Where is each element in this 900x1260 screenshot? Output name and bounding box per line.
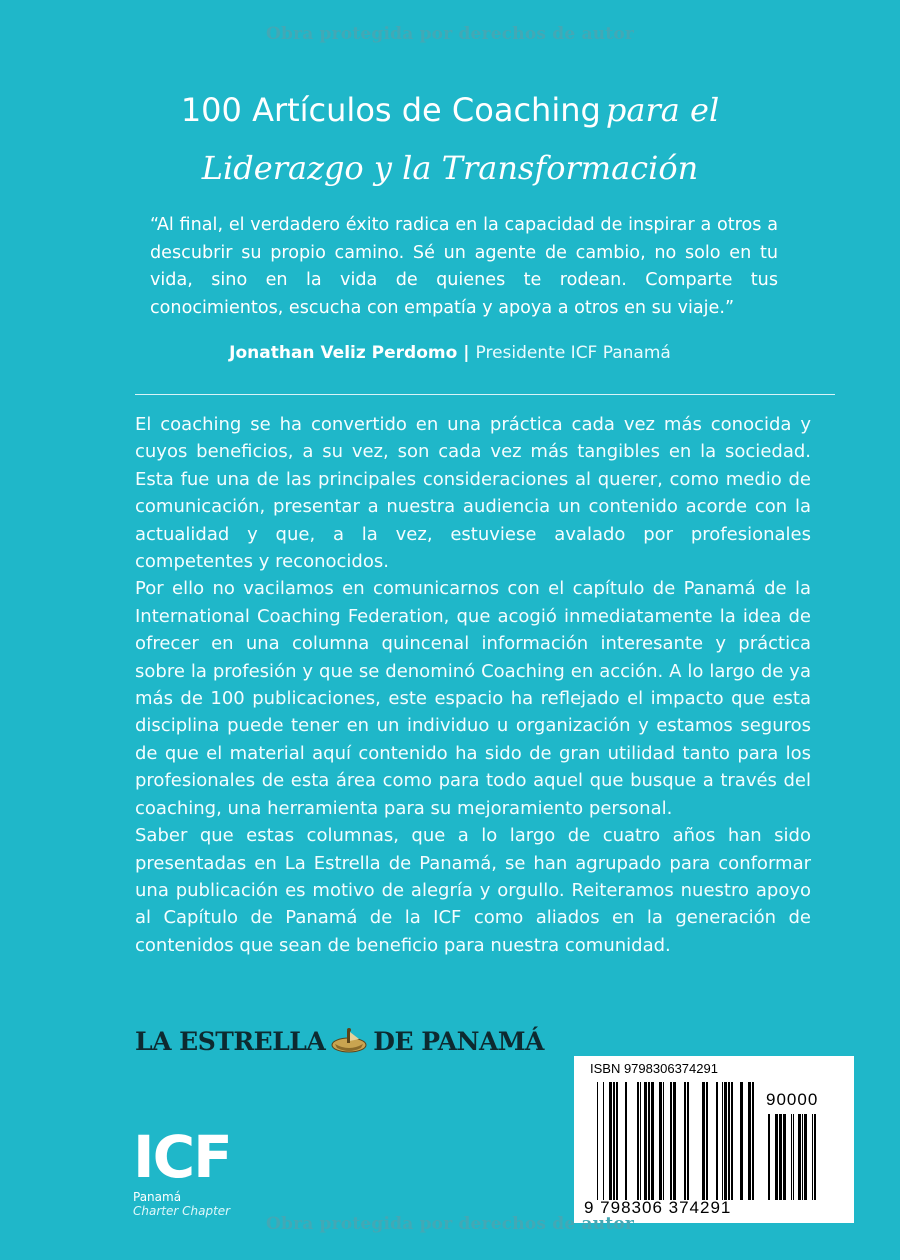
ship-emblem-icon (329, 1026, 369, 1056)
la-estrella-logo (135, 1024, 544, 1058)
quote-author-role: Presidente ICF Panamá (475, 343, 671, 363)
barcode-bar (731, 1082, 733, 1200)
watermark-bottom: Obra protegida por derechos de autor (265, 1214, 635, 1234)
quote-text: “Al final, el verdadero éxito radica en la capacidad de inspirar a otros a descubrir su propio camino. Sé un agente de cambio, no solo en tu vida, sino en la vida de quienes te rodean. Comparte tus conocimientos, escucha con empatía y apoya a otros en su viaje.” (150, 215, 778, 318)
body-paragraph-2: Por ello no vacilamos en comunicarnos con el capítulo de Panamá de la International Coaching Federation, que acogió inmediatamente la idea de ofrecer en una columna quincenal información interesante y práctica sobre la profesión y que se denominó Coaching en acción. A lo largo de ya más de 100 publicaciones, este espacio ha reflejado el impacto que esta disciplina puede tener en un individuo u organización y estamos seguros de que el material aquí contenido ha sido de gran utilidad tanto para los profesionales de esta área como para todo aquel que busque a través del coaching, una herramienta para su mejoramiento personal. (135, 578, 811, 819)
barcode-bar (597, 1082, 598, 1200)
barcode-bar (659, 1082, 662, 1200)
title-serif-1: para el (605, 91, 720, 129)
divider-line (135, 394, 835, 395)
quote-signature (0, 343, 900, 363)
title-line-2 (0, 142, 900, 200)
logo-text-left: LA ESTRELLA (135, 1026, 326, 1056)
barcode-bar (603, 1082, 604, 1200)
barcode-bar (625, 1082, 627, 1200)
barcode-bar (793, 1114, 794, 1200)
barcode-bar (673, 1082, 676, 1200)
barcode-bar (791, 1114, 792, 1200)
title-line-1 (0, 84, 900, 142)
quote-author: Jonathan Veliz Perdomo (229, 343, 458, 363)
isbn-label: ISBN 9798306374291 (590, 1061, 718, 1076)
icf-chapter-type: Charter Chapter (133, 1204, 231, 1218)
price-barcode (766, 1114, 838, 1200)
barcode-bar (798, 1114, 801, 1200)
barcode-bar (706, 1082, 708, 1200)
logo-text-right: DE PANAMÁ (373, 1026, 544, 1056)
barcode-bar (663, 1082, 664, 1200)
body-paragraph-3: Saber que estas columnas, que a lo largo de cuatro años han sido presentadas en La Estrella de Panamá, se han agrupado para conformar una publicación es motivo de alegría y orgullo. Reiteramos nuestro apoyo al Capítulo de Panamá de la ICF como aliados en la generación de contenidos que sean de beneficio para nuestra comunidad. (135, 825, 811, 956)
icf-wordmark: ICF (133, 1123, 231, 1191)
barcode-bar (687, 1082, 689, 1200)
barcode-bar (702, 1082, 705, 1200)
book-title (0, 84, 900, 200)
barcode-bar (722, 1082, 723, 1200)
barcode-bar (637, 1082, 639, 1200)
barcode-bar (814, 1114, 816, 1200)
icf-chapter-name: Panamá (133, 1190, 182, 1204)
barcode-bar (684, 1082, 686, 1200)
price-code: 90000 (766, 1090, 819, 1109)
barcode-bar (804, 1114, 807, 1200)
barcode-digits: 9 798306 374291 (584, 1198, 732, 1217)
barcode-bar (740, 1082, 743, 1200)
barcode-bar (616, 1082, 618, 1200)
barcode-bar (775, 1114, 778, 1200)
barcode-bar (644, 1082, 647, 1200)
title-sans: 100 Artículos de Coaching (180, 91, 601, 129)
body-paragraph-1: El coaching se ha convertido en una práctica cada vez más conocida y cuyos beneficios, a su vez, son cada vez más tangibles en la sociedad. Esta fue una de las principales consideraciones al querer, como medio de comunicación, presentar a nuestra audiencia un contenido acorde con la actualidad y que, a la vez, estuviese avalado por profesionales competentes y reconocidos. (135, 414, 811, 573)
barcode-bar (724, 1082, 727, 1200)
barcode-bar (783, 1114, 786, 1200)
icf-panama-logo (133, 1123, 231, 1218)
isbn-barcode (594, 1082, 764, 1200)
barcode-bar (648, 1082, 650, 1200)
barcode-bar (752, 1082, 754, 1200)
barcode-bar (768, 1114, 770, 1200)
barcode-bar (748, 1082, 751, 1200)
barcode-bar (728, 1082, 730, 1200)
barcode-bar (779, 1114, 782, 1200)
barcode-bar (812, 1114, 813, 1200)
barcode-bar (609, 1082, 612, 1200)
title-serif-2: Liderazgo y la Transformación (201, 149, 699, 187)
signature-separator: | (463, 343, 470, 363)
barcode-box (574, 1056, 854, 1223)
barcode-bar (802, 1114, 803, 1200)
barcode-bar (613, 1082, 615, 1200)
barcode-bar (651, 1082, 654, 1200)
barcode-bar (640, 1082, 641, 1200)
barcode-bar (670, 1082, 672, 1200)
watermark-top: Obra protegida por derechos de autor (265, 24, 635, 44)
barcode-bar (716, 1082, 718, 1200)
body-text (135, 411, 811, 959)
